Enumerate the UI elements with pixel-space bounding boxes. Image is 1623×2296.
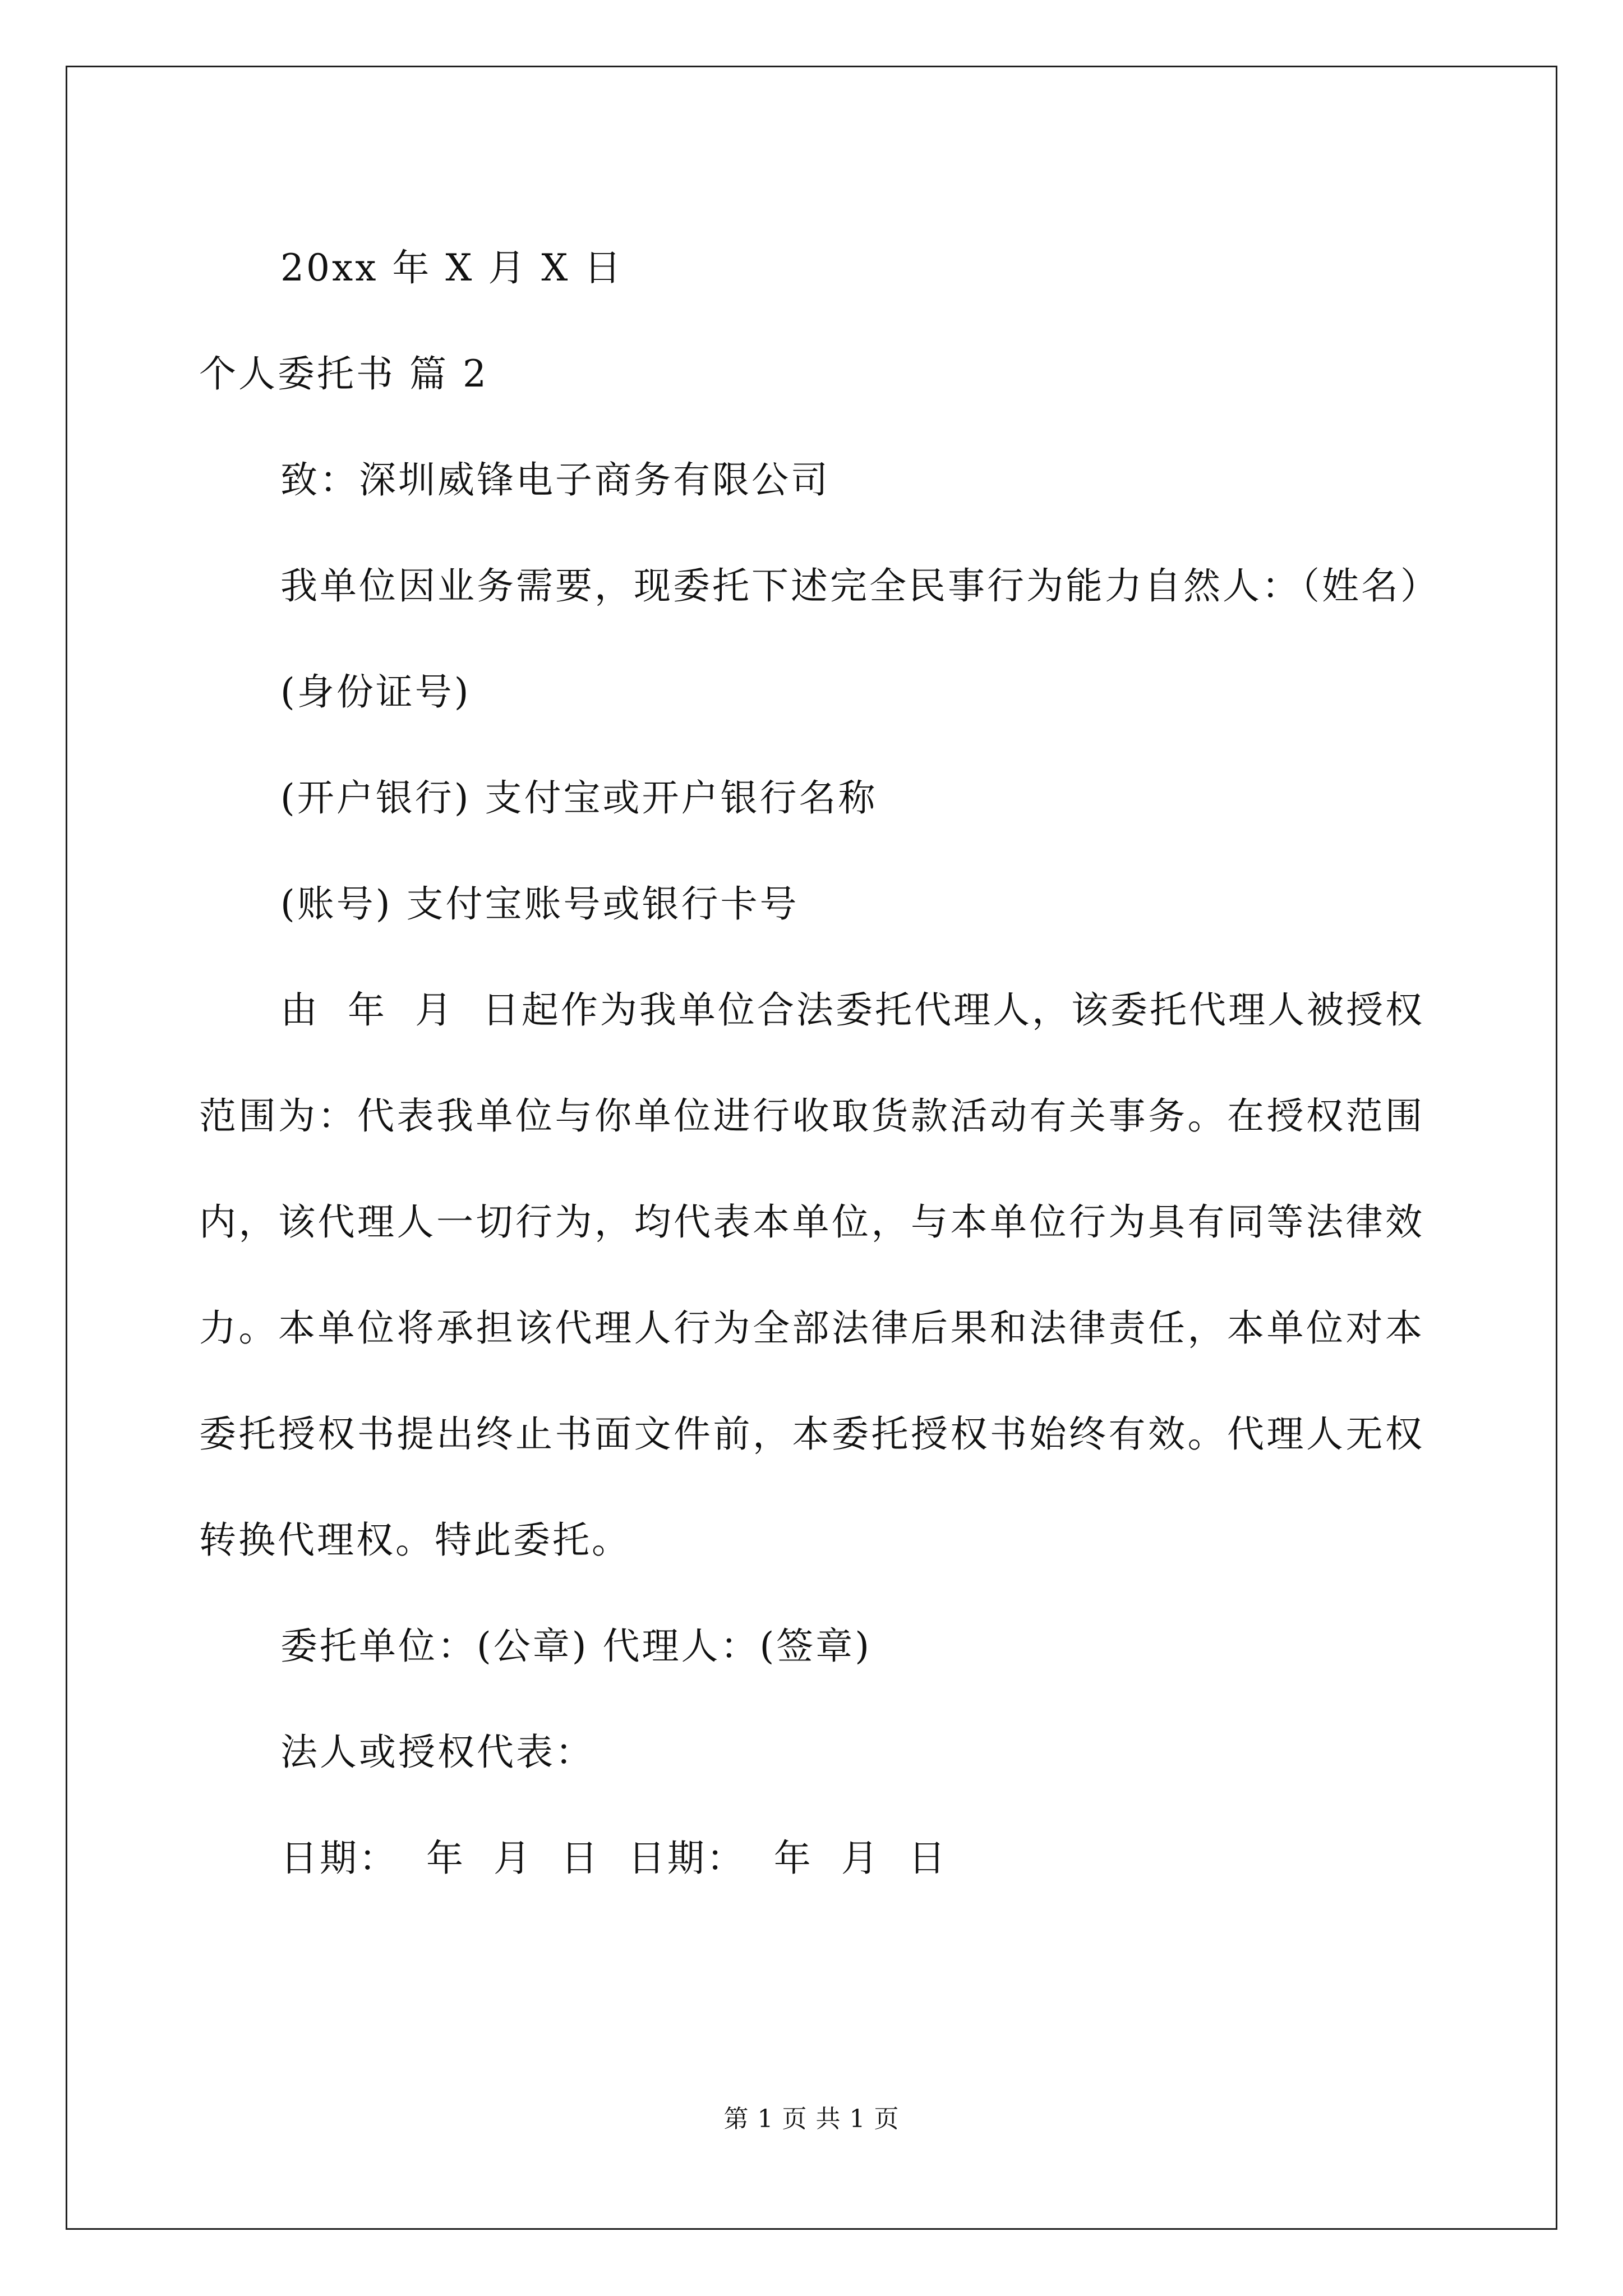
date-line: 20xx 年 X 月 X 日 xyxy=(280,246,624,289)
bank-line: (开户银行) 支付宝或开户银行名称 xyxy=(280,776,878,820)
dates-line: 日期： 年 月 日 日期： 年 月 日 xyxy=(280,1837,948,1880)
signature-line: 委托单位：(公章) 代理人：(签章) xyxy=(280,1625,872,1668)
representative-line: 法人或授权代表： xyxy=(280,1731,594,1774)
account-line: (账号) 支付宝账号或银行卡号 xyxy=(280,882,799,926)
intro-paragraph: 我单位因业务需要，现委托下述完全民事行为能力自然人：（姓名） xyxy=(280,564,1440,608)
addressee: 致：深圳威锋电子商务有限公司 xyxy=(280,458,830,501)
authorization-paragraph: 由 年 月 日起作为我单位合法委托代理人，该委托代理人被授权范围为：代表我单位与你单位进行收取货款活动有关事务。在授权范围内，该代理人一切行为，均代表本单位，与本单位行为具有同等法律效力。本单位将承担该代理人行为全部法律后果和法律责任，本单位对本委托授权书提出终止书面文件前，本委托授权书始终有效。代理人无权转换代理权。特此委托。 xyxy=(199,988,1424,1562)
id-number-line: (身份证号) xyxy=(280,670,471,714)
section-title: 个人委托书 篇 2 xyxy=(199,352,488,395)
document-body xyxy=(199,215,1440,1911)
page-footer: 第 1 页 共 1 页 xyxy=(723,2105,900,2133)
